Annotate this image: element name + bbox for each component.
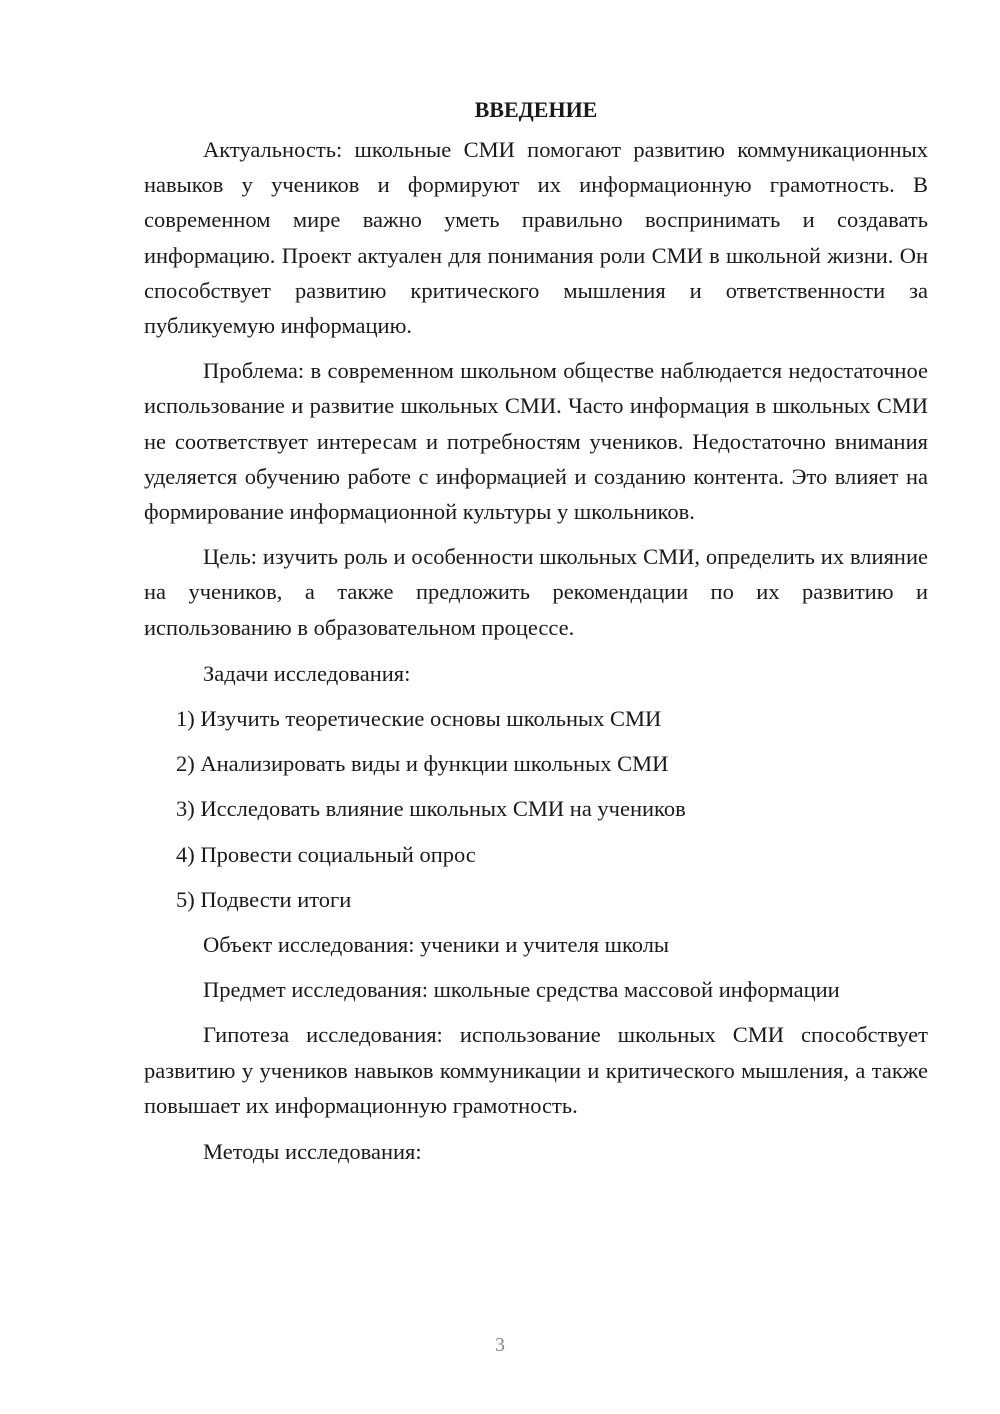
problem-paragraph: Проблема: в современном школьном обществе наблюдается недостаточное использование и развитие школьных СМИ. Часто информация в школьных СМИ не соответствует интересам и потребностям учеников. Недостаточно внимания уделяется обучению работе с информацией и созданию контента. Это влияет на формирование информационной культуры у школьников. [144,358,928,525]
methods-heading: Методы исследования: [203,1139,422,1165]
task-item: 5) Подвести итоги [176,886,352,912]
task-item: 1) Изучить теоретические основы школьных СМИ [176,706,662,732]
tasks-heading: Задачи исследования: [203,660,411,686]
subject-paragraph: Предмет исследования: школьные средства массовой информации [203,977,840,1003]
page-content [144,94,928,1169]
object-paragraph: Объект исследования: ученики и учителя школы [203,932,670,958]
relevance-paragraph: Актуальность: школьные СМИ помогают развитию коммуникационных навыков у учеников и формируют их информационную грамотность. В современном мире важно уметь правильно воспринимать и создавать информацию. Проект актуален для понимания роли СМИ в школьной жизни. Он способствует развитию критического мышления и ответственности за публикуемую информацию. [144,137,928,339]
tasks-list [144,701,928,917]
task-item: 4) Провести социальный опрос [176,841,476,867]
section-title: ВВЕДЕНИЕ [474,97,598,122]
goal-paragraph: Цель: изучить роль и особенности школьных СМИ, определить их влияние на учеников, а также предложить рекомендации по их развитию и использованию в образовательном процессе. [144,544,928,640]
task-item: 3) Исследовать влияние школьных СМИ на учеников [176,796,686,822]
page-number: 3 [495,1334,505,1356]
task-item: 2) Анализировать виды и функции школьных СМИ [176,751,669,777]
hypothesis-paragraph: Гипотеза исследования: использование школьных СМИ способствует развитию у учеников навыков коммуникации и критического мышления, а также повышает их информационную грамотность. [144,1022,928,1118]
